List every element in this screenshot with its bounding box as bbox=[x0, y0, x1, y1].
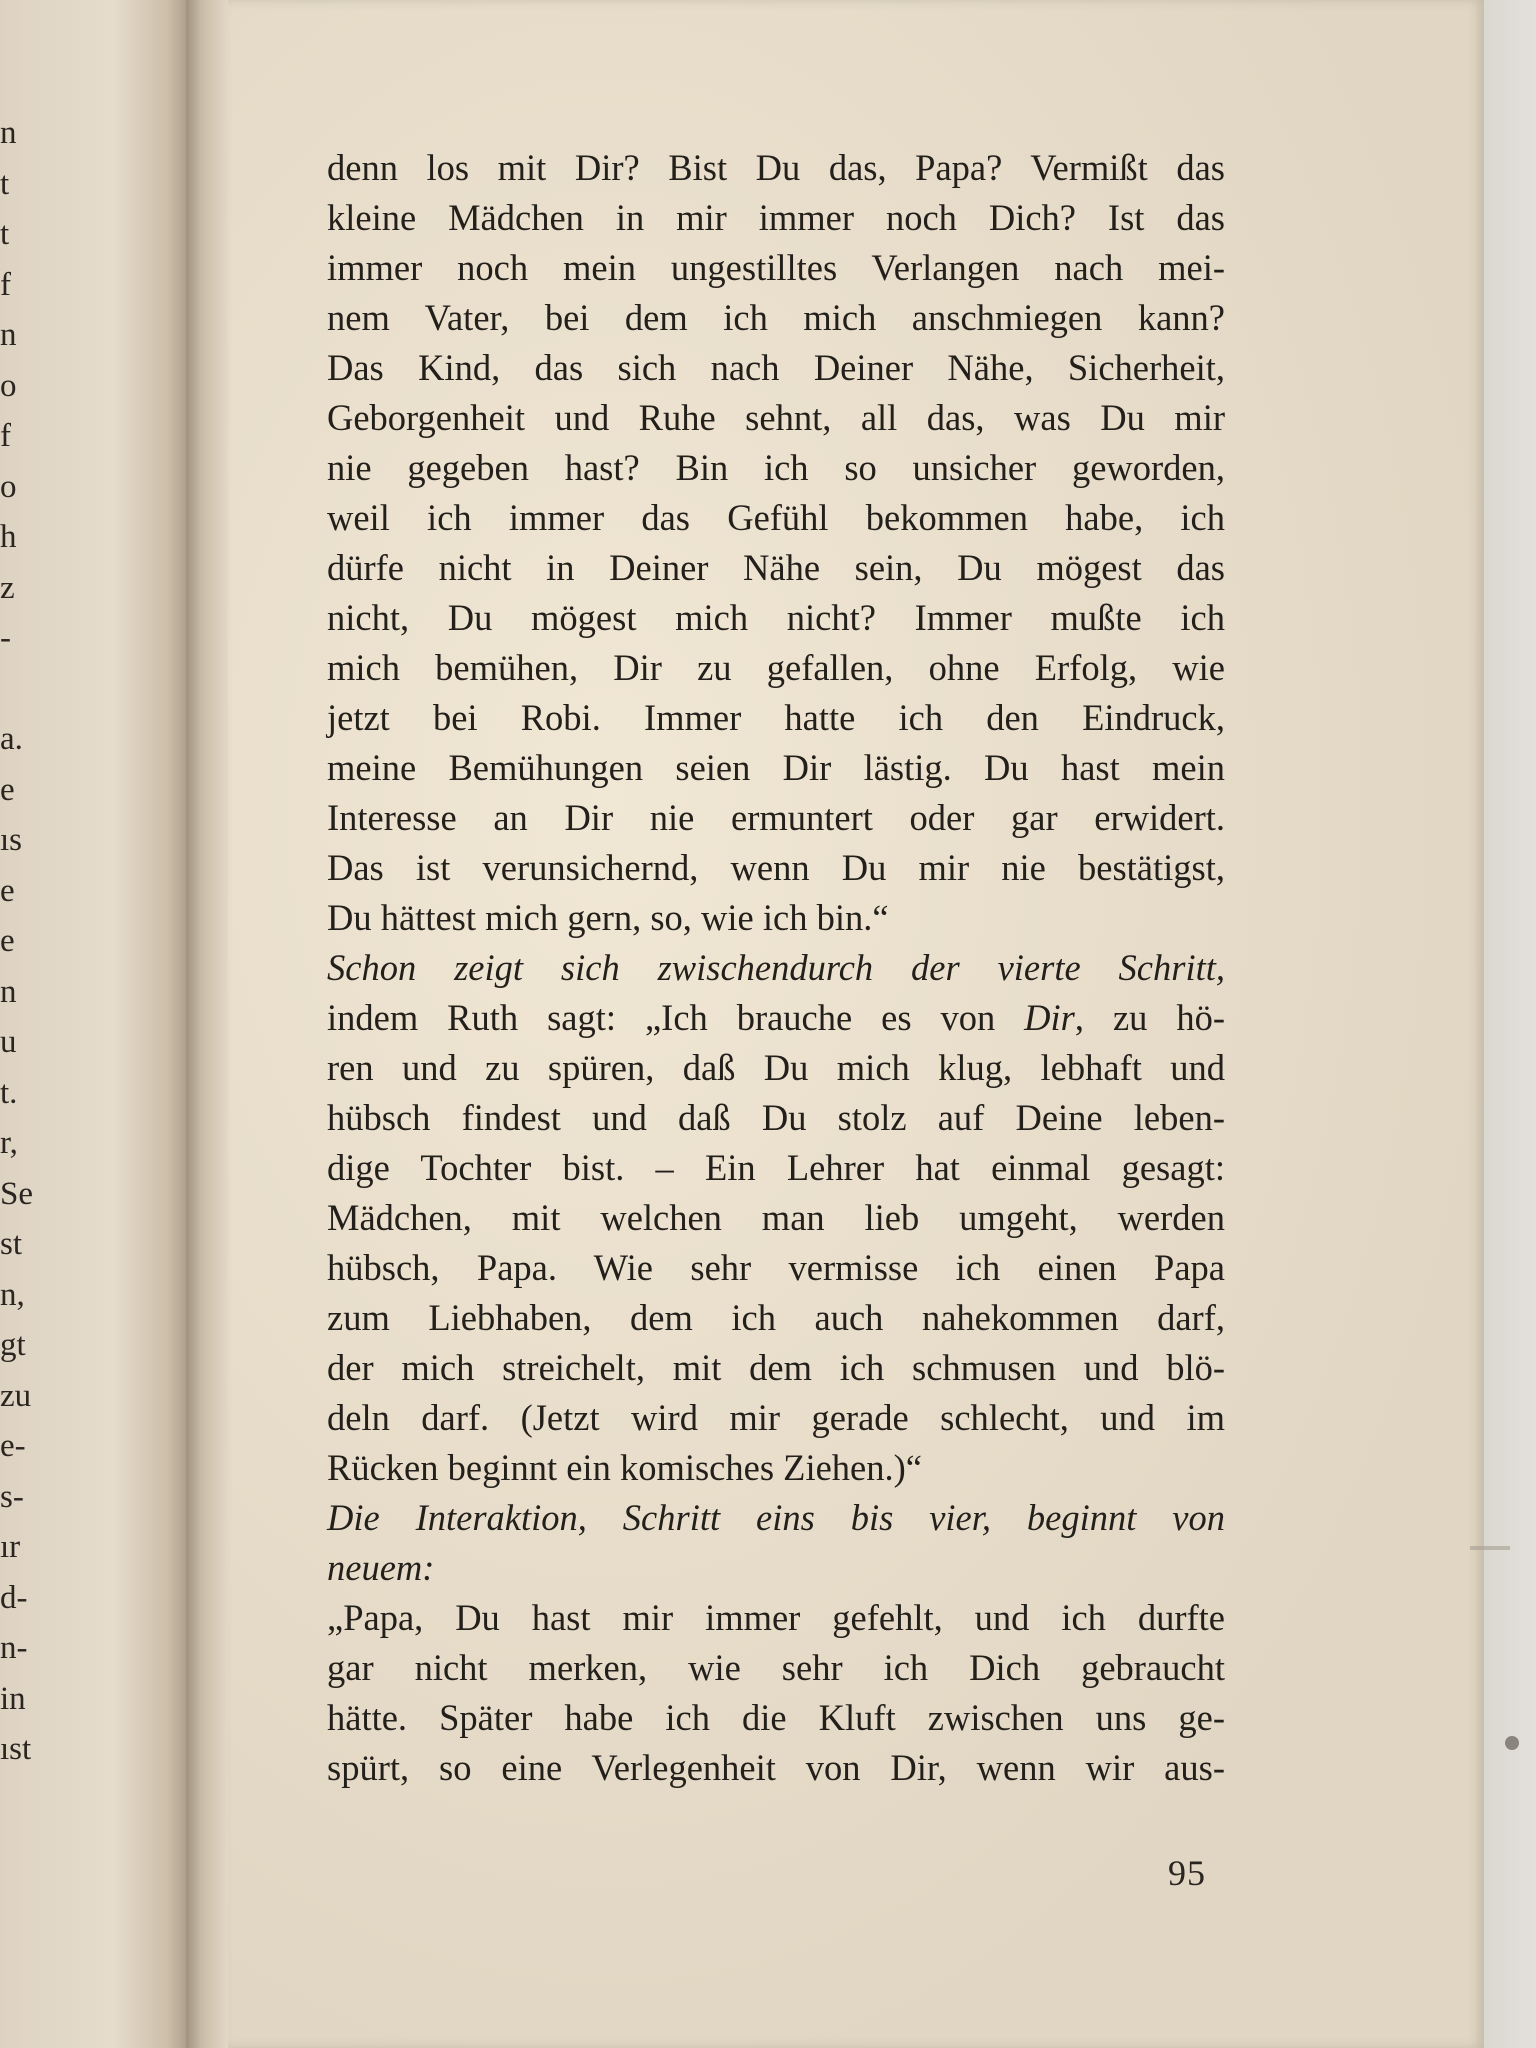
surface-mark bbox=[1470, 1546, 1510, 1550]
left-page-fragment: n bbox=[0, 115, 17, 151]
left-page-fragment: s- bbox=[0, 1478, 24, 1515]
text-line: neuem: bbox=[327, 1547, 435, 1588]
left-page-fragment: n, bbox=[0, 1276, 25, 1313]
text-line: immer noch mein ungestilltes Verlangen nach mei- bbox=[327, 247, 1225, 288]
text-line: Die Interaktion, Schritt eins bis vier, beginnt von bbox=[327, 1497, 1225, 1538]
left-page-fragment: - bbox=[0, 620, 11, 656]
left-page-fragment: e- bbox=[0, 1428, 26, 1464]
left-page-fragment: n bbox=[0, 317, 17, 353]
left-page-fragment: st bbox=[0, 1226, 23, 1262]
text-line: Das Kind, das sich nach Deiner Nähe, Sicherheit, bbox=[327, 347, 1225, 388]
text-line: hätte. Später habe ich die Kluft zwischen uns ge- bbox=[327, 1697, 1225, 1738]
left-page-fragment: ıs bbox=[0, 822, 23, 858]
text-line: ren und zu spüren, daß Du mich klug, lebhaft und bbox=[327, 1047, 1225, 1088]
text-line: denn los mit Dir? Bist Du das, Papa? Vermißt das bbox=[327, 147, 1225, 188]
left-page-fragment: ıst bbox=[0, 1731, 32, 1767]
text-line: kleine Mädchen in mir immer noch Dich? Ist das bbox=[327, 197, 1225, 238]
left-page-fragment: e bbox=[0, 872, 15, 909]
left-page-fragment: z bbox=[0, 569, 15, 606]
text-line: Du hättest mich gern, so, wie ich bin.“ bbox=[327, 897, 889, 938]
text-line: dürfe nicht in Deiner Nähe sein, Du mögest das bbox=[327, 547, 1225, 588]
text-line: mich bemühen, Dir zu gefallen, ohne Erfolg, wie bbox=[327, 647, 1225, 688]
left-page-fragment: f bbox=[0, 418, 11, 454]
left-page-fragment: d- bbox=[0, 1579, 28, 1616]
text-line: nie gegeben hast? Bin ich so unsicher geworden, bbox=[327, 447, 1225, 488]
text-line: dige Tochter bist. – Ein Lehrer hat einmal gesagt: bbox=[327, 1147, 1225, 1188]
left-page-fragment: r, bbox=[0, 1125, 18, 1161]
text-line: meine Bemühungen seien Dir lästig. Du hast mein bbox=[327, 747, 1225, 788]
left-page-fragment bbox=[0, 664, 40, 715]
left-page-fragment: o bbox=[0, 468, 17, 505]
text-line: nicht, Du mögest mich nicht? Immer mußte ich bbox=[327, 597, 1225, 638]
left-page-fragment: u bbox=[0, 1024, 17, 1060]
text-line: zum Liebhaben, dem ich auch nahekommen darf, bbox=[327, 1297, 1225, 1338]
text-line: weil ich immer das Gefühl bekommen habe, ich bbox=[327, 497, 1225, 538]
text-line: hübsch findest und daß Du stolz auf Deine leben- bbox=[327, 1097, 1225, 1138]
text-line: der mich streichelt, mit dem ich schmusen und blö- bbox=[327, 1347, 1225, 1388]
text-line: nem Vater, bei dem ich mich anschmiegen kann? bbox=[327, 297, 1225, 338]
left-page-fragment: o bbox=[0, 367, 17, 404]
text-line: gar nicht merken, wie sehr ich Dich gebraucht bbox=[327, 1647, 1225, 1688]
text-line: indem Ruth sagt: „Ich brauche es von Dir, zu hö- bbox=[327, 997, 1225, 1038]
left-page-fragment: e bbox=[0, 771, 15, 808]
left-page-fragment: t. bbox=[0, 1074, 18, 1111]
left-page-fragment: gt bbox=[0, 1327, 26, 1363]
text-line: jetzt bei Robi. Immer hatte ich den Eindruck, bbox=[327, 697, 1225, 738]
page-number: 95 bbox=[1168, 1853, 1206, 1893]
text-line: spürt, so eine Verlegenheit von Dir, wenn wir aus- bbox=[327, 1747, 1225, 1788]
left-page-fragment: n bbox=[0, 973, 17, 1010]
left-page-fragment: a. bbox=[0, 721, 23, 757]
emphasis: Dir bbox=[1024, 997, 1075, 1038]
text-line: Rücken beginnt ein komisches Ziehen.)“ bbox=[327, 1447, 922, 1488]
text-line: Schon zeigt sich zwischendurch der vierte Schritt, bbox=[327, 947, 1225, 988]
text-line: deln darf. (Jetzt wird mir gerade schlecht, und im bbox=[327, 1397, 1225, 1438]
surface-speck bbox=[1505, 1736, 1519, 1750]
body-text bbox=[327, 143, 1225, 1793]
text-line: „Papa, Du hast mir immer gefehlt, und ich durfte bbox=[327, 1597, 1225, 1638]
text-line: Geborgenheit und Ruhe sehnt, all das, was Du mir bbox=[327, 397, 1225, 438]
left-page bbox=[0, 0, 190, 2048]
left-page-text-edge bbox=[0, 108, 40, 1775]
left-page-fragment: t bbox=[0, 165, 10, 202]
left-page-fragment: t bbox=[0, 216, 10, 252]
left-page-fragment: n- bbox=[0, 1630, 28, 1666]
left-page-fragment: e bbox=[0, 923, 15, 959]
book-gutter bbox=[186, 0, 230, 2048]
left-page-fragment: f bbox=[0, 266, 11, 303]
text-line: Interesse an Dir nie ermuntert oder gar erwidert. bbox=[327, 797, 1225, 838]
text-line: Das ist verunsichernd, wenn Du mir nie bestätigst, bbox=[327, 847, 1225, 888]
left-page-fragment: Se bbox=[0, 1175, 33, 1212]
text-line: hübsch, Papa. Wie sehr vermisse ich einen Papa bbox=[327, 1247, 1225, 1288]
left-page-fragment: h bbox=[0, 519, 17, 555]
left-page-fragment: in bbox=[0, 1680, 26, 1717]
left-page-fragment: ır bbox=[0, 1529, 21, 1565]
text-line: Mädchen, mit welchen man lieb umgeht, werden bbox=[327, 1197, 1225, 1238]
left-page-fragment: zu bbox=[0, 1377, 32, 1414]
